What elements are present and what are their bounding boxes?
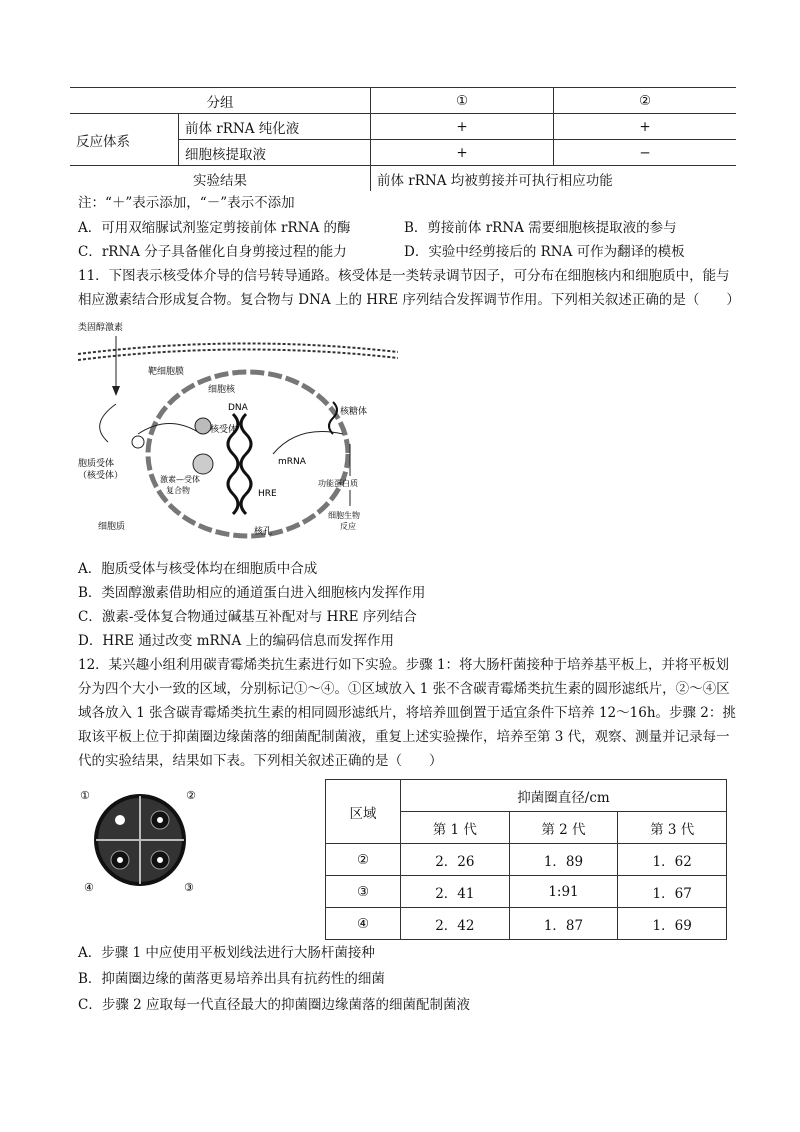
cytoplasmic-receptor — [132, 436, 144, 448]
dish-label: ③ — [184, 881, 194, 894]
value-cell: 1．89 — [509, 844, 618, 876]
q11-option-d: D．HRE 通过改变 mRNA 上的编码信息而发挥作用 — [78, 633, 395, 649]
nuclear-receptor — [195, 418, 211, 434]
dish-label: ② — [186, 789, 196, 802]
filter-disc — [117, 857, 123, 863]
steroid-label: 类固醇激素 — [78, 323, 124, 333]
arrow — [100, 404, 116, 442]
cell: + — [371, 114, 554, 140]
q12-option-b: B．抑菌圈边缘的菌落更易培养出具有抗药性的细菌 — [78, 971, 385, 987]
q12-stem-line-2: 分为四个大小一致的区域，分别标记①～④。①区域放入 1 张不含碳青霉烯类抗生素的圆形滤纸片，②～④区 — [78, 681, 730, 697]
membrane-label: 靶细胞膜 — [148, 367, 185, 377]
complex-label: 激素—受体 — [160, 475, 200, 484]
region-cell: ③ — [326, 876, 401, 908]
dna-label: DNA — [228, 403, 248, 413]
filter-disc — [157, 817, 163, 823]
reaction-system-label: 反应体系 — [70, 114, 179, 166]
diameter-header: 抑菌圈直径/cm — [401, 780, 727, 812]
row-label: 细胞核提取液 — [179, 140, 371, 166]
value-cell: 2．41 — [401, 876, 510, 908]
q11-option-c: C．激素-受体复合物通过碱基互补配对与 HRE 序列结合 — [78, 609, 417, 625]
q12-stem-line-5: 代的实验结果，结果如下表。下列相关叙述正确的是（ ） — [78, 753, 443, 769]
q11-stem-line-2: 相应激素结合形成复合物。复合物与 DNA 上的 HRE 序列结合发挥调节作用。下列相关叙述正确的是（ ） — [78, 292, 740, 308]
region-cell: ② — [326, 844, 401, 876]
q11-option-a: A．胞质受体与核受体均在细胞质中合成 — [78, 561, 318, 577]
hre-label: HRE — [258, 489, 277, 499]
row-label: 前体 rRNA 纯化液 — [179, 114, 371, 140]
response-label-2: 反应 — [340, 522, 356, 531]
value-cell: 1．69 — [618, 908, 727, 940]
gen-header: 第 3 代 — [618, 812, 727, 844]
table-row — [326, 844, 727, 876]
filter-disc — [157, 857, 163, 863]
cell: + — [371, 140, 554, 166]
cyto-receptor-label-2: （核受体） — [78, 471, 124, 481]
gen-header: 第 1 代 — [401, 812, 510, 844]
signal-pathway-diagram — [78, 314, 398, 540]
dish-label: ④ — [84, 881, 94, 894]
mrna-arrow — [273, 432, 343, 455]
dish-label: ① — [80, 789, 90, 802]
filter-disc — [115, 815, 125, 825]
cytoplasm-label: 细胞质 — [98, 522, 126, 532]
value-cell: 1:91 — [509, 876, 618, 908]
cyto-receptor-label: 胞质受体 — [78, 459, 115, 469]
q10-option-b: B．剪接前体 rRNA 需要细胞核提取液的参与 — [404, 220, 677, 236]
result-value: 前体 rRNA 均被剪接并可执行相应功能 — [371, 166, 737, 192]
ribosome-label: 核糖体 — [340, 407, 368, 417]
q12-stem-line-1: 12．某兴趣小组利用碳青霉烯类抗生素进行如下实验。步骤 1：将大肠杆菌接种于培养基平板上，并将平板划 — [78, 657, 730, 673]
inhibition-zone-table — [325, 779, 727, 940]
table-row — [326, 908, 727, 940]
q12-stem-line-3: 域各放入 1 张含碳青霉烯类抗生素的相同圆形滤纸片，将培养皿倒置于适宜条件下培养 12～16h。步骤 2：挑 — [78, 705, 736, 721]
nucleus-label: 细胞核 — [208, 385, 236, 395]
q11-stem-line-1: 11．下图表示核受体介导的信号转导通路。核受体是一类转录调节因子，可分布在细胞核内和细胞质中，能与 — [78, 268, 730, 284]
gen-header: 第 2 代 — [509, 812, 618, 844]
q10-option-a: A．可用双缩脲试剂鉴定剪接前体 rRNA 的酶 — [78, 220, 351, 236]
q10-option-d: D．实验中经剪接后的 RNA 可作为翻译的模板 — [404, 244, 685, 260]
region-cell: ④ — [326, 908, 401, 940]
protein-label: 功能蛋白质 — [318, 479, 358, 488]
petri-dish-photo — [80, 785, 200, 895]
value-cell: 1．87 — [509, 908, 618, 940]
cell: + — [554, 114, 737, 140]
table-note: 注：“＋”表示添加，“－”表示不添加 — [78, 195, 295, 211]
nuclear-pore-label: 核孔 — [254, 527, 273, 537]
arrow-head — [112, 386, 120, 396]
arrow — [138, 423, 198, 434]
q12-option-a: A．步骤 1 中应使用平板划线法进行大肠杆菌接种 — [78, 945, 375, 961]
group-1-header: ① — [371, 88, 554, 114]
hormone-receptor-complex — [193, 454, 213, 474]
q10-option-c: C．rRNA 分子具备催化自身剪接过程的能力 — [78, 244, 347, 260]
experiment-table — [70, 87, 736, 191]
group-2-header: ② — [554, 88, 737, 114]
q11-option-b: B．类固醇激素借助相应的通道蛋白进入细胞核内发挥作用 — [78, 585, 426, 601]
value-cell: 2．26 — [401, 844, 510, 876]
table-row — [326, 876, 727, 908]
group-header: 分组 — [70, 88, 371, 114]
nuclear-receptor-label: 核受体 — [210, 425, 238, 435]
q12-option-c: C．步骤 2 应取每一代直径最大的抑菌圈边缘菌落的细菌配制菌液 — [78, 997, 471, 1013]
q12-stem-line-4: 取该平板上位于抑菌圈边缘菌落的细菌配制菌液，重复上述实验操作，培养至第 3 代，观察、测量并记录每一 — [78, 729, 730, 745]
value-cell: 1．67 — [618, 876, 727, 908]
value-cell: 2．42 — [401, 908, 510, 940]
cell: − — [554, 140, 737, 166]
dna-helix — [241, 414, 251, 514]
cell-membrane — [78, 349, 398, 360]
region-header: 区域 — [326, 780, 401, 844]
mrna-label: mRNA — [278, 457, 306, 467]
result-label: 实验结果 — [70, 166, 371, 192]
response-label: 细胞生物 — [328, 511, 360, 520]
complex-label-2: 复合物 — [166, 486, 190, 495]
value-cell: 1．62 — [618, 844, 727, 876]
